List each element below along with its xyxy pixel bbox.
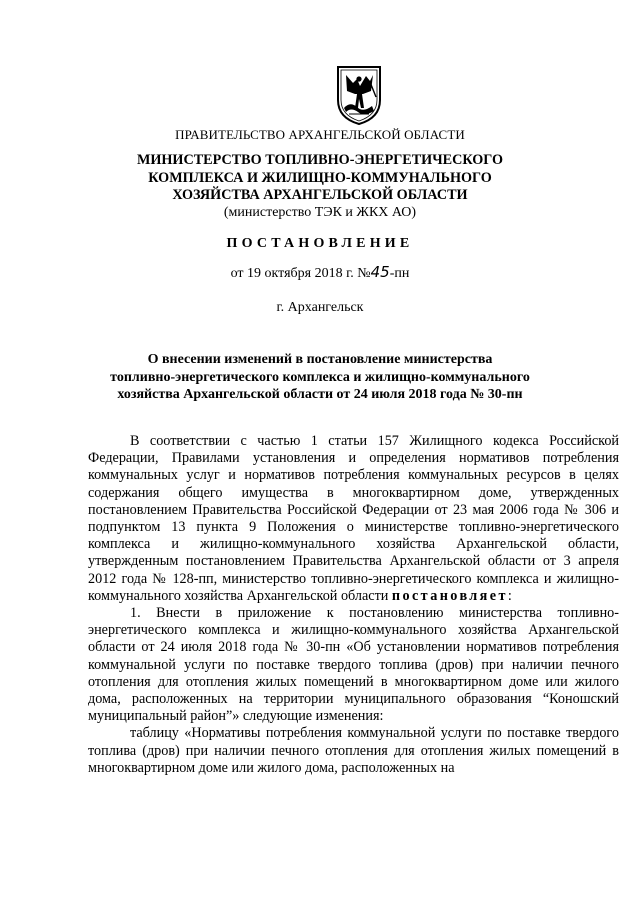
document-subject-line: хозяйства Архангельской области от 24 июля 2018 года № 30-пн [117, 387, 523, 402]
body-paragraph [88, 433, 619, 605]
document-subject-line: топливно-энергетического комплекса и жилищно-коммунального [110, 369, 530, 385]
body-paragraph: таблицу «Нормативы потребления коммунальной услуги по поставке твердого топлива (дров) при наличии печного отопления для отопления жилых помещений в многоквартирном доме или жилого дома, расположенных на [88, 725, 619, 776]
ministry-name-line: КОМПЛЕКСА И ЖИЛИЩНО-КОММУНАЛЬНОГО [148, 169, 492, 186]
ministry-name-line: ХОЗЯЙСТВА АРХАНГЕЛЬСКОЙ ОБЛАСТИ [172, 187, 468, 203]
body-paragraph: 1. Внести в приложение к постановлению министерства топливно-энергетического комплекса и жилищно-коммунального хозяйства Архангельской области от 24 июля 2018 года № 30-пн «Об установлении нормативов потребления коммунальной услуги по поставке твердого топлива (дров) при наличии печного отопления для отопления жилых помещений в многоквартирном доме или жилого дома, расположенных на территории муниципального образования “Коношский муниципальный район”» следующие изменения: [88, 605, 619, 725]
arkhangelsk-coat-of-arms-icon [333, 64, 385, 126]
preamble-text: В соответствии с частью 1 статьи 157 Жилищного кодекса Российской Федерации, Правилами установления и определения нормативов потребления коммунальных услуг и нормативов потребления коммунальных ресурсов в целях содержания общего имущества в многоквартирном доме, утвержденных постановлением Правительства Российской Федерации от 23 мая 2006 года № 306 и подпунктом 13 пункта 9 Положения о министерстве топливно-энергетического комплекса и жилищно-коммунального хозяйства Архангельской области, утвержденным постановлением Правительства Архангельской области от 3 апреля 2012 года № 128-пп, министерство топливно-энергетического комплекса и жилищно-коммунального хозяйства Архангельской области [88, 433, 619, 604]
ministry-name [0, 152, 640, 205]
document-city: г. Архангельск [276, 300, 364, 315]
document-number-suffix: -пн [389, 266, 410, 281]
government-name: ПРАВИТЕЛЬСТВО АРХАНГЕЛЬСКОЙ ОБЛАСТИ [175, 127, 465, 142]
ministry-name-line: МИНИСТЕРСТВО ТОПЛИВНО-ЭНЕРГЕТИЧЕСКОГО [136, 152, 504, 168]
document-date-number [0, 263, 640, 282]
decree-word: постановляет [391, 587, 508, 604]
document-body [88, 433, 619, 777]
document-number-handwritten: 45 [370, 263, 390, 281]
document-subject [0, 351, 640, 404]
document-type-title: ПОСТАНОВЛЕНИЕ [226, 236, 414, 251]
ministry-short-name: (министерство ТЭК и ЖКХ АО) [223, 205, 417, 220]
decree-colon: : [507, 587, 512, 604]
document-subject-line: О внесении изменений в постановление министерства [147, 352, 493, 367]
document-date: от 19 октября 2018 г. № [230, 266, 371, 281]
